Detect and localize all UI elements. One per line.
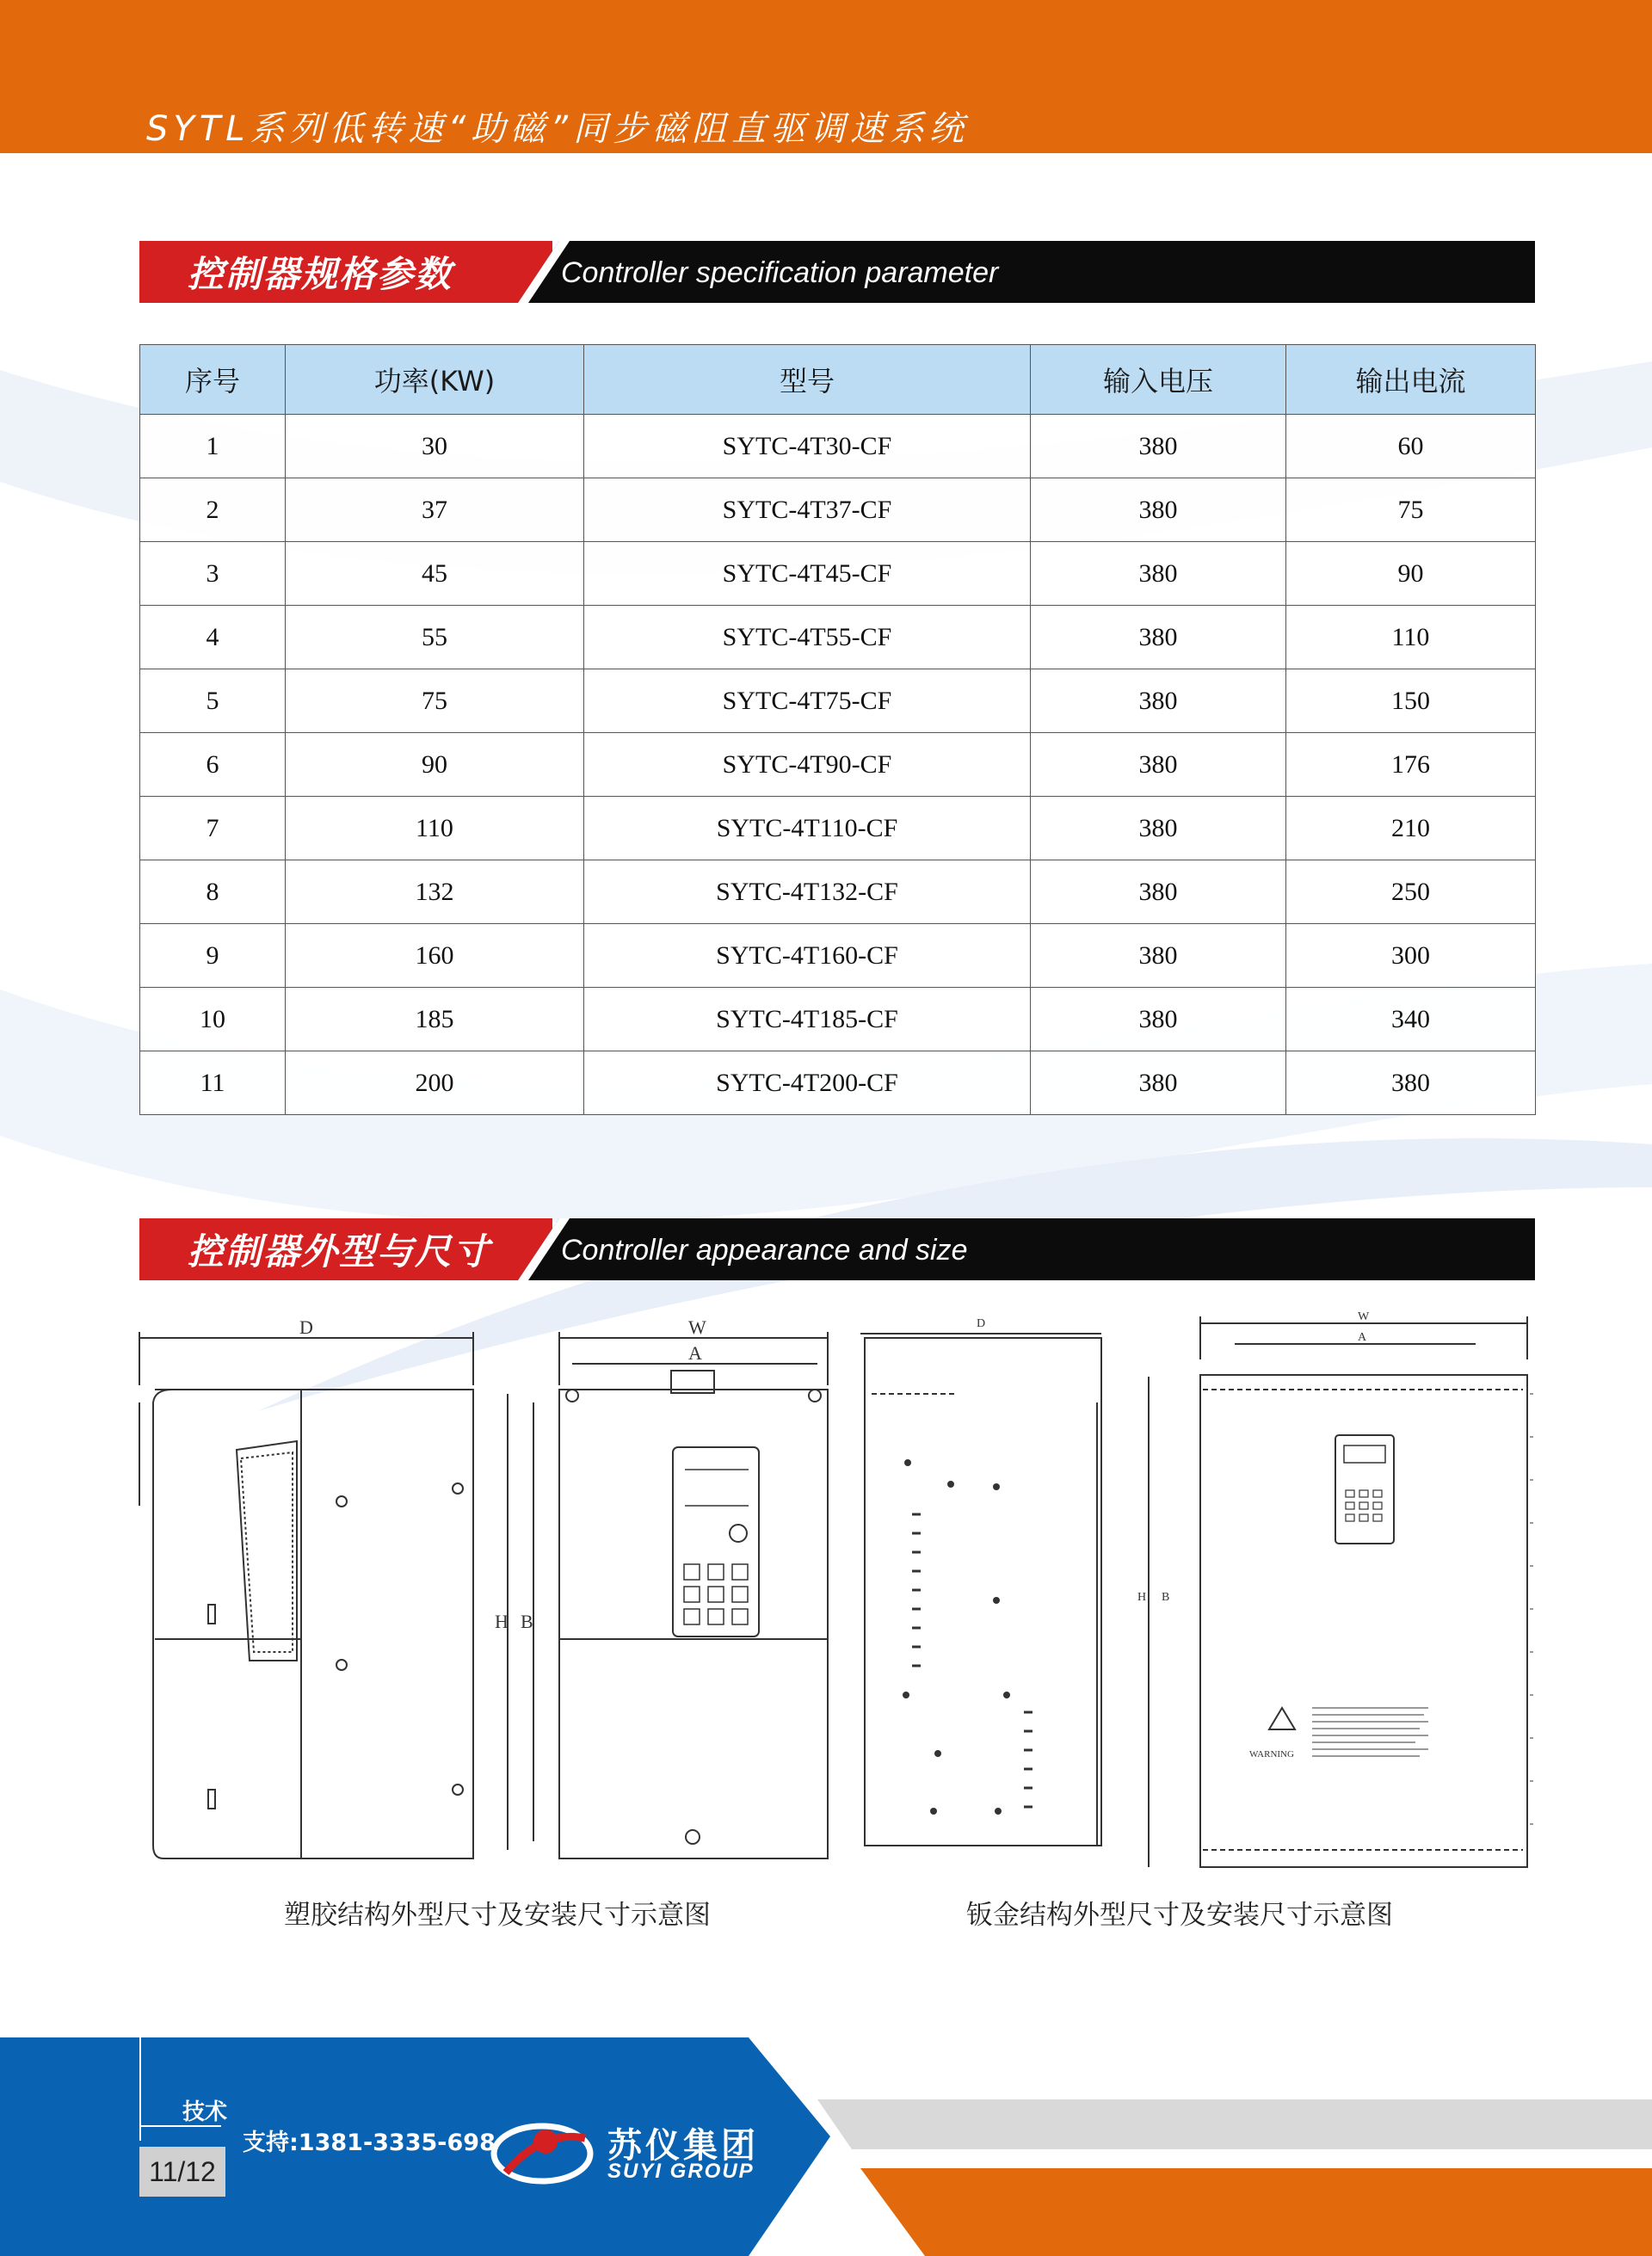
section-header-spec	[139, 241, 1535, 303]
cell-output-current: 150	[1286, 669, 1536, 733]
footer-grey-stripe	[817, 2099, 1652, 2149]
col-header-model: 型号	[584, 345, 1031, 415]
cell-input-voltage: 380	[1031, 478, 1286, 542]
cell-model: SYTC-4T185-CF	[584, 988, 1031, 1051]
cell-input-voltage: 380	[1031, 797, 1286, 860]
col-header-index: 序号	[140, 345, 286, 415]
section-title-cn: 控制器规格参数	[188, 253, 453, 295]
cell-output-current: 250	[1286, 860, 1536, 924]
cell-index: 2	[140, 478, 286, 542]
cell-output-current: 75	[1286, 478, 1536, 542]
metal-dim-w: W	[1358, 1310, 1370, 1323]
cell-power: 75	[286, 669, 584, 733]
table-body	[140, 415, 1536, 1115]
cell-model: SYTC-4T55-CF	[584, 606, 1031, 669]
plastic-side-view	[139, 1332, 473, 1858]
page-number: 11/12	[139, 2147, 225, 2197]
plastic-dim-w: W	[688, 1316, 706, 1338]
section-title-en: Controller appearance and size	[561, 1234, 968, 1267]
cell-model: SYTC-4T30-CF	[584, 415, 1031, 478]
section-header-size	[139, 1218, 1535, 1280]
header-title: SYTL系列低转速“助磁”同步磁阻直驱调速系统	[146, 109, 969, 149]
cell-index: 7	[140, 797, 286, 860]
spec-table	[139, 344, 1536, 1115]
cell-index: 5	[140, 669, 286, 733]
plastic-dim-d: D	[299, 1316, 313, 1338]
support-label: 技术	[182, 2099, 228, 2125]
cell-model: SYTC-4T90-CF	[584, 733, 1031, 797]
table-row	[140, 1051, 1536, 1115]
table-row	[140, 478, 1536, 542]
plastic-dim-b: B	[521, 1611, 533, 1632]
cell-model: SYTC-4T160-CF	[584, 924, 1031, 988]
table-header-row	[140, 345, 1536, 415]
col-header-output-current: 输出电流	[1286, 345, 1536, 415]
cell-model: SYTC-4T37-CF	[584, 478, 1031, 542]
col-header-input-voltage: 输入电压	[1031, 345, 1286, 415]
cell-input-voltage: 380	[1031, 924, 1286, 988]
cell-power: 45	[286, 542, 584, 606]
brand-name-en: SUYI GROUP	[607, 2160, 755, 2183]
dimension-drawings	[129, 1308, 1549, 1876]
cell-power: 37	[286, 478, 584, 542]
cell-index: 10	[140, 988, 286, 1051]
cell-index: 9	[140, 924, 286, 988]
cell-output-current: 340	[1286, 988, 1536, 1051]
cell-output-current: 60	[1286, 415, 1536, 478]
cell-power: 200	[286, 1051, 584, 1115]
cell-model: SYTC-4T110-CF	[584, 797, 1031, 860]
table-row	[140, 606, 1536, 669]
cell-index: 11	[140, 1051, 286, 1115]
cell-input-voltage: 380	[1031, 606, 1286, 669]
support-phone: 支持:1381-3335-698	[243, 2130, 496, 2156]
cell-model: SYTC-4T75-CF	[584, 669, 1031, 733]
cell-index: 6	[140, 733, 286, 797]
section-title-cn: 控制器外型与尺寸	[188, 1230, 491, 1273]
cell-output-current: 210	[1286, 797, 1536, 860]
cell-output-current: 176	[1286, 733, 1536, 797]
cell-output-current: 380	[1286, 1051, 1536, 1115]
cell-index: 3	[140, 542, 286, 606]
table-row	[140, 669, 1536, 733]
table-row	[140, 860, 1536, 924]
plastic-dim-a: A	[688, 1342, 702, 1364]
cell-output-current: 300	[1286, 924, 1536, 988]
metal-front-view	[1149, 1316, 1533, 1867]
metal-dim-a: A	[1358, 1331, 1367, 1344]
cell-index: 4	[140, 606, 286, 669]
cell-input-voltage: 380	[1031, 733, 1286, 797]
plastic-dim-h: H	[495, 1611, 509, 1632]
metal-dim-b: B	[1162, 1591, 1170, 1604]
cell-input-voltage: 380	[1031, 1051, 1286, 1115]
section-title-en: Controller specification parameter	[561, 256, 999, 289]
suyi-logo-icon	[489, 2112, 602, 2194]
cell-model: SYTC-4T132-CF	[584, 860, 1031, 924]
cell-input-voltage: 380	[1031, 542, 1286, 606]
warning-icon	[1269, 1708, 1295, 1729]
cell-power: 132	[286, 860, 584, 924]
metal-caption: 钣金结构外型尺寸及安装尺寸示意图	[966, 1900, 1393, 1931]
brand-name-cn: 苏仪集团	[607, 2126, 759, 2166]
cell-power: 160	[286, 924, 584, 988]
plastic-caption: 塑胶结构外型尺寸及安装尺寸示意图	[284, 1900, 711, 1931]
footer-orange-stripe	[860, 2168, 1652, 2256]
warning-label: WARNING	[1249, 1749, 1294, 1760]
cell-power: 90	[286, 733, 584, 797]
cell-model: SYTC-4T45-CF	[584, 542, 1031, 606]
cell-input-voltage: 380	[1031, 860, 1286, 924]
cell-power: 30	[286, 415, 584, 478]
cell-power: 55	[286, 606, 584, 669]
cell-input-voltage: 380	[1031, 415, 1286, 478]
cell-index: 1	[140, 415, 286, 478]
table-row	[140, 542, 1536, 606]
table-row	[140, 988, 1536, 1051]
cell-index: 8	[140, 860, 286, 924]
metal-dim-d: D	[977, 1317, 986, 1330]
cell-model: SYTC-4T200-CF	[584, 1051, 1031, 1115]
metal-side-view	[860, 1334, 1101, 1846]
cell-output-current: 90	[1286, 542, 1536, 606]
table-row	[140, 415, 1536, 478]
table-row	[140, 797, 1536, 860]
cell-output-current: 110	[1286, 606, 1536, 669]
cell-input-voltage: 380	[1031, 669, 1286, 733]
cell-power: 185	[286, 988, 584, 1051]
table-row	[140, 924, 1536, 988]
plastic-front-view	[508, 1332, 828, 1858]
cell-input-voltage: 380	[1031, 988, 1286, 1051]
metal-dim-h: H	[1137, 1591, 1147, 1604]
table-row	[140, 733, 1536, 797]
col-header-power: 功率(KW)	[286, 345, 584, 415]
cell-power: 110	[286, 797, 584, 860]
